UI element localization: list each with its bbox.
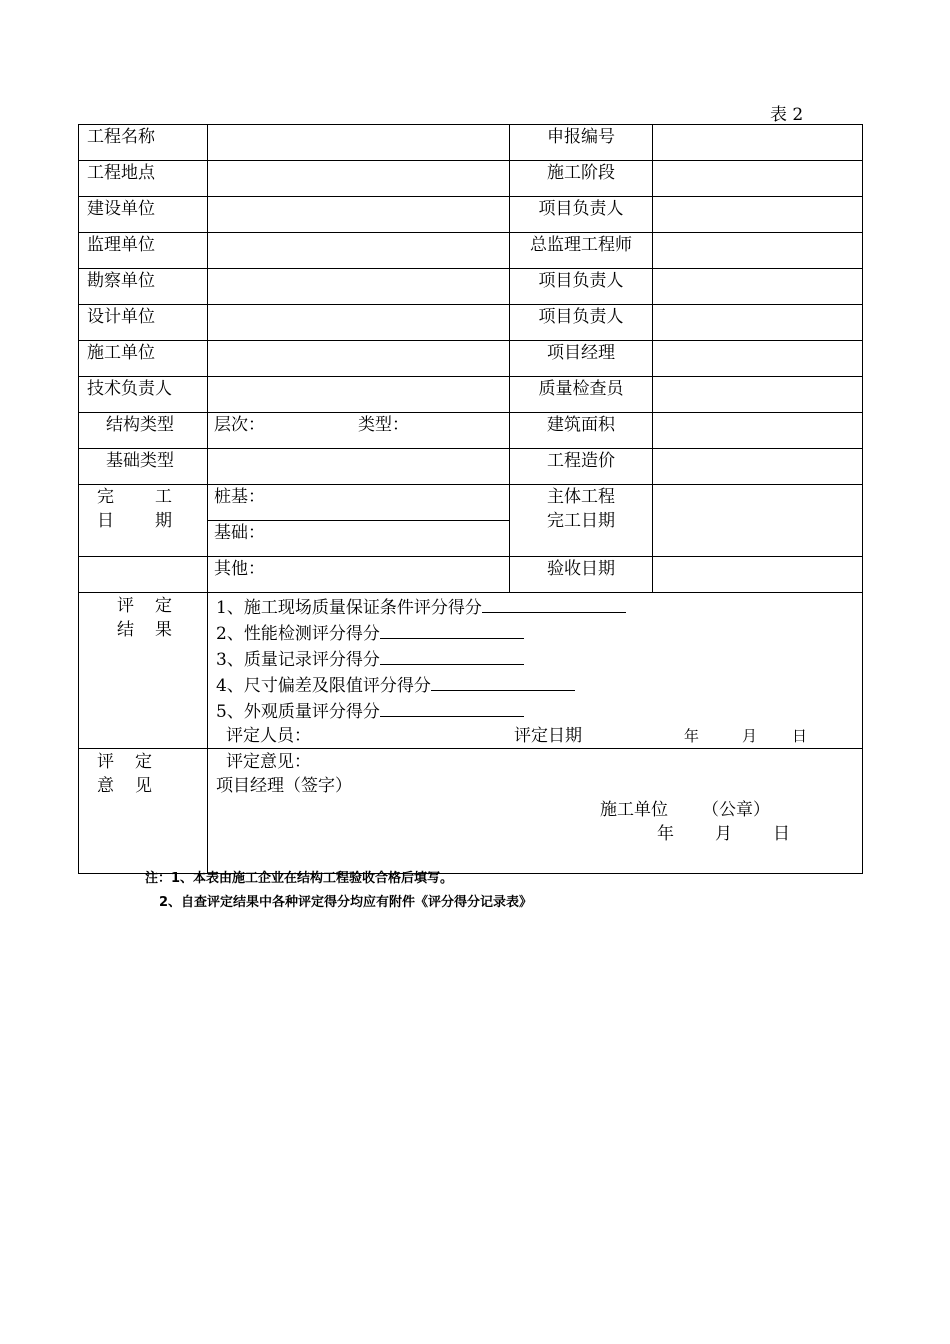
building-area-label: 建筑面积: [510, 413, 653, 449]
levels-label: 层次：: [214, 415, 265, 435]
seal-label: （公章）: [702, 800, 770, 820]
design-unit-field[interactable]: [208, 305, 510, 341]
eval-date-label: 评定日期: [514, 726, 582, 746]
pile-foundation-field[interactable]: 桩基：: [208, 485, 510, 521]
score-blank-4[interactable]: [431, 672, 575, 691]
type-label: 类型：: [358, 415, 409, 435]
score-item-4: 4、尺寸偏差及限值评分得分: [216, 672, 856, 698]
completion-date-label: 完 工 日 期: [79, 485, 208, 557]
evaluation-result-content: [208, 593, 863, 749]
table-label: 表 2: [770, 105, 804, 125]
report-no-field[interactable]: [653, 125, 863, 161]
survey-person-label: 项目负责人: [510, 269, 653, 305]
owner-person-field[interactable]: [653, 197, 863, 233]
supervision-unit-field[interactable]: [208, 233, 510, 269]
quality-inspector-label: 质量检查员: [510, 377, 653, 413]
score-blank-3[interactable]: [380, 646, 524, 665]
main-body-completion-label: 主体工程 完工日期: [510, 485, 653, 557]
project-location-field[interactable]: [208, 161, 510, 197]
evaluator-label: 评定人员：: [226, 726, 311, 746]
construction-unit-label: 施工单位: [79, 341, 208, 377]
notes: [145, 867, 532, 915]
main-body-completion-field[interactable]: [653, 485, 863, 557]
score-blank-5[interactable]: [380, 698, 524, 717]
project-name-label: 工程名称: [79, 125, 208, 161]
structure-type-label: 结构类型: [79, 413, 208, 449]
evaluation-result-label: 评 定 结 果: [79, 593, 208, 749]
opinion-content[interactable]: 评定意见： 项目经理（签字） 施工单位 （公章） 年 月 日: [208, 749, 863, 874]
score-item-5: 5、外观质量评分得分: [216, 698, 856, 724]
quality-inspector-field[interactable]: [653, 377, 863, 413]
score-item-2: 2、性能检测评分得分: [216, 620, 856, 646]
acceptance-date-label: 验收日期: [510, 557, 653, 593]
owner-person-label: 项目负责人: [510, 197, 653, 233]
score-item-3: 3、质量记录评分得分: [216, 646, 856, 672]
project-manager-field[interactable]: [653, 341, 863, 377]
score-item-1: 1、施工现场质量保证条件评分得分: [216, 594, 856, 620]
survey-person-field[interactable]: [653, 269, 863, 305]
other-field[interactable]: 其他：: [208, 557, 510, 593]
design-person-label: 项目负责人: [510, 305, 653, 341]
note-1: 注：1、本表由施工企业在结构工程验收合格后填写。: [145, 871, 454, 886]
supervision-unit-label: 监理单位: [79, 233, 208, 269]
evaluator-row: 评定人员： 评定日期 年 月 日: [226, 726, 808, 746]
project-location-label: 工程地点: [79, 161, 208, 197]
report-no-label: 申报编号: [510, 125, 653, 161]
project-cost-field[interactable]: [653, 449, 863, 485]
note-2: 2、自查评定结果中各种评定得分均应有附件《评分得分记录表》: [159, 895, 533, 910]
unit-label: 施工单位: [600, 800, 668, 820]
manager-sign: 项目经理（签字）: [216, 776, 352, 796]
project-cost-label: 工程造价: [510, 449, 653, 485]
score-blank-1[interactable]: [482, 594, 626, 613]
foundation-field[interactable]: 基础：: [208, 521, 510, 557]
survey-unit-label: 勘察单位: [79, 269, 208, 305]
completion-date-blank: [79, 557, 208, 593]
acceptance-date-field[interactable]: [653, 557, 863, 593]
opinion-title: 评定意见：: [226, 752, 311, 772]
tech-leader-label: 技术负责人: [79, 377, 208, 413]
score-blank-2[interactable]: [380, 620, 524, 639]
chief-supervisor-label: 总监理工程师: [510, 233, 653, 269]
building-area-field[interactable]: [653, 413, 863, 449]
construction-stage-field[interactable]: [653, 161, 863, 197]
construction-stage-label: 施工阶段: [510, 161, 653, 197]
design-unit-label: 设计单位: [79, 305, 208, 341]
project-evaluation-form: [78, 124, 863, 874]
survey-unit-field[interactable]: [208, 269, 510, 305]
foundation-type-field[interactable]: [208, 449, 510, 485]
tech-leader-field[interactable]: [208, 377, 510, 413]
chief-supervisor-field[interactable]: [653, 233, 863, 269]
structure-type-field[interactable]: [208, 413, 510, 449]
project-manager-label: 项目经理: [510, 341, 653, 377]
project-name-field[interactable]: [208, 125, 510, 161]
construction-unit-field[interactable]: [208, 341, 510, 377]
design-person-field[interactable]: [653, 305, 863, 341]
owner-unit-field[interactable]: [208, 197, 510, 233]
foundation-type-label: 基础类型: [79, 449, 208, 485]
owner-unit-label: 建设单位: [79, 197, 208, 233]
opinion-label: 评 定 意 见: [79, 749, 208, 874]
